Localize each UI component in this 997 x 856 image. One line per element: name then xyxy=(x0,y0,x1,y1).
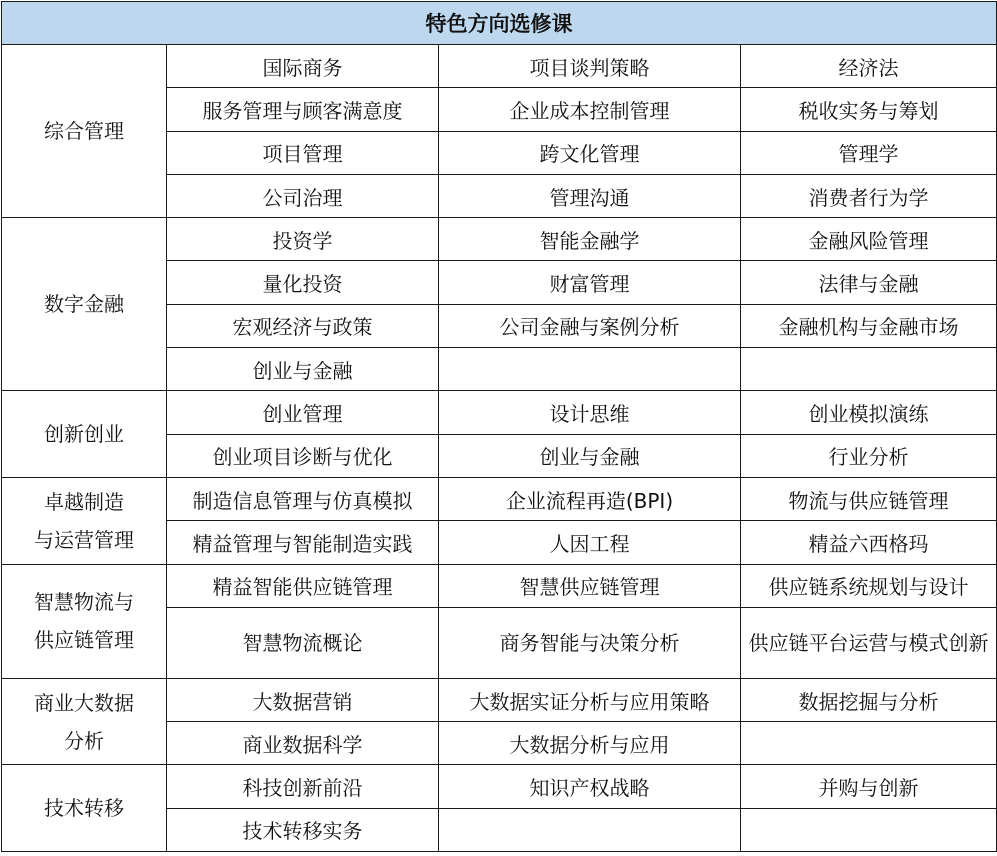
course-cell: 企业流程再造(BPI) xyxy=(439,477,741,520)
course-cell: 服务管理与顾客满意度 xyxy=(167,88,439,131)
category-label: 技术转移 xyxy=(44,796,124,821)
course-cell: 精益智能供应链管理 xyxy=(167,564,439,607)
course-cell: 数据挖掘与分析 xyxy=(741,678,997,721)
course-cell: 商务智能与决策分析 xyxy=(439,607,741,678)
category-label: 创新创业 xyxy=(44,422,124,447)
course-cell: 智慧供应链管理 xyxy=(439,564,741,607)
course-cell xyxy=(439,808,741,851)
title-row xyxy=(2,2,997,45)
course-cell xyxy=(741,722,997,765)
course-cell: 金融风险管理 xyxy=(741,218,997,261)
course-cell: 大数据分析与应用 xyxy=(439,722,741,765)
course-cell: 财富管理 xyxy=(439,261,741,304)
table-title: 特色方向选修课 xyxy=(2,2,997,45)
course-cell: 精益管理与智能制造实践 xyxy=(167,521,439,564)
course-cell: 创业与金融 xyxy=(167,348,439,391)
course-cell: 人因工程 xyxy=(439,521,741,564)
course-cell: 创业项目诊断与优化 xyxy=(167,434,439,477)
table-row xyxy=(2,477,997,520)
course-cell: 投资学 xyxy=(167,218,439,261)
course-cell: 供应链平台运营与模式创新 xyxy=(741,607,997,678)
course-cell: 大数据实证分析与应用策略 xyxy=(439,678,741,721)
category-label: 分析 xyxy=(64,728,104,753)
course-cell: 并购与创新 xyxy=(741,765,997,808)
category-label: 卓越制造 xyxy=(44,489,124,514)
category-cell xyxy=(2,218,167,391)
course-cell: 物流与供应链管理 xyxy=(741,477,997,520)
course-cell: 技术转移实务 xyxy=(167,808,439,851)
course-cell: 公司治理 xyxy=(167,174,439,217)
course-cell: 企业成本控制管理 xyxy=(439,88,741,131)
table-body xyxy=(2,45,997,852)
table-row xyxy=(2,765,997,808)
category-cell xyxy=(2,477,167,564)
course-cell: 制造信息管理与仿真模拟 xyxy=(167,477,439,520)
course-cell: 法律与金融 xyxy=(741,261,997,304)
course-cell: 商业数据科学 xyxy=(167,722,439,765)
course-cell: 金融机构与金融市场 xyxy=(741,304,997,347)
course-cell: 行业分析 xyxy=(741,434,997,477)
course-cell: 科技创新前沿 xyxy=(167,765,439,808)
course-cell: 项目管理 xyxy=(167,131,439,174)
course-cell: 项目谈判策略 xyxy=(439,45,741,88)
course-cell: 供应链系统规划与设计 xyxy=(741,564,997,607)
category-cell xyxy=(2,391,167,478)
course-cell: 创业模拟演练 xyxy=(741,391,997,434)
course-cell: 精益六西格玛 xyxy=(741,521,997,564)
elective-course-table xyxy=(1,1,997,852)
category-label: 综合管理 xyxy=(44,119,124,144)
table-row xyxy=(2,45,997,88)
course-cell xyxy=(741,808,997,851)
course-cell: 创业与金融 xyxy=(439,434,741,477)
table-row xyxy=(2,564,997,607)
category-cell xyxy=(2,765,167,852)
table-row xyxy=(2,391,997,434)
course-cell: 消费者行为学 xyxy=(741,174,997,217)
category-label: 智慧物流与 xyxy=(34,590,134,615)
course-cell: 知识产权战略 xyxy=(439,765,741,808)
course-cell xyxy=(741,348,997,391)
course-cell: 大数据营销 xyxy=(167,678,439,721)
course-cell: 设计思维 xyxy=(439,391,741,434)
table-row xyxy=(2,678,997,721)
course-cell: 税收实务与筹划 xyxy=(741,88,997,131)
course-cell: 跨文化管理 xyxy=(439,131,741,174)
course-cell: 宏观经济与政策 xyxy=(167,304,439,347)
table-row xyxy=(2,218,997,261)
category-label: 与运营管理 xyxy=(34,527,134,552)
category-label: 商业大数据 xyxy=(34,690,134,715)
category-label: 数字金融 xyxy=(44,292,124,317)
course-cell: 公司金融与案例分析 xyxy=(439,304,741,347)
course-cell: 经济法 xyxy=(741,45,997,88)
course-cell: 管理学 xyxy=(741,131,997,174)
course-cell: 管理沟通 xyxy=(439,174,741,217)
category-cell xyxy=(2,45,167,218)
course-cell xyxy=(439,348,741,391)
course-cell: 创业管理 xyxy=(167,391,439,434)
course-cell: 智慧物流概论 xyxy=(167,607,439,678)
course-cell: 国际商务 xyxy=(167,45,439,88)
category-label: 供应链管理 xyxy=(34,628,134,653)
category-cell xyxy=(2,564,167,678)
category-cell xyxy=(2,678,167,765)
course-cell: 智能金融学 xyxy=(439,218,741,261)
course-cell: 量化投资 xyxy=(167,261,439,304)
